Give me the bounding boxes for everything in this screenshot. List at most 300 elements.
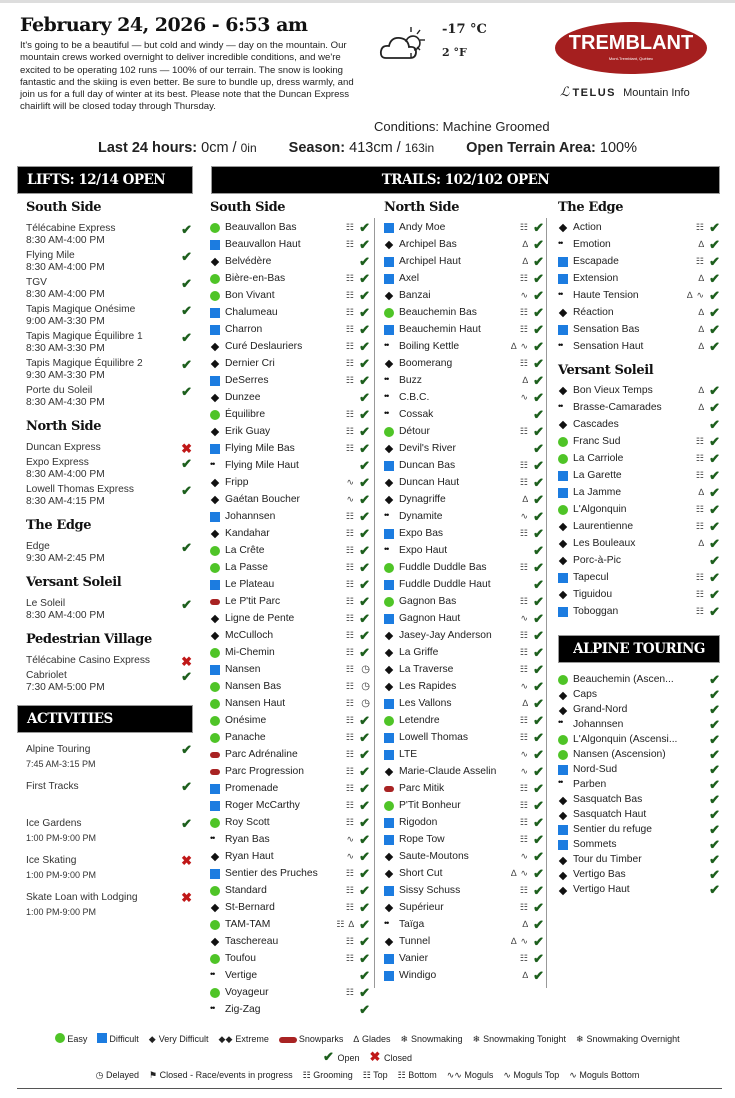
trail-indicators xyxy=(518,372,528,389)
trail-indicators xyxy=(342,627,354,644)
black-diamond-icon xyxy=(211,853,219,861)
trail-indicators xyxy=(518,967,528,984)
trail-row xyxy=(384,525,544,542)
grooming-icon: ☷ xyxy=(345,222,354,232)
trail-indicators xyxy=(692,518,704,535)
grooming-icon: ☷ xyxy=(695,606,704,616)
check-icon: ✔ xyxy=(533,764,544,779)
trail-name: McCulloch xyxy=(225,630,274,641)
difficult-square-icon xyxy=(384,750,394,760)
trail-row xyxy=(210,304,370,321)
difficult-square-icon xyxy=(384,580,394,590)
legend-label: Easy xyxy=(67,1034,88,1044)
check-icon: ✔ xyxy=(533,441,544,456)
double-diamond-icon xyxy=(384,512,394,522)
trail-name: Le P'tit Parc xyxy=(225,596,281,607)
trail-row xyxy=(210,627,370,644)
legend-item xyxy=(149,1030,209,1048)
trail-name: Johannsen xyxy=(225,511,276,522)
trail-name: Sensation Haut xyxy=(573,341,644,352)
difficult-square-icon xyxy=(384,461,394,471)
snowpark-icon xyxy=(210,752,220,758)
check-icon: ✔ xyxy=(533,458,544,473)
activity-name: Ice Skating xyxy=(26,855,77,866)
legend-item xyxy=(398,1066,437,1084)
trail-row xyxy=(384,321,544,338)
check-icon: ✔ xyxy=(181,597,192,612)
trail-name: Banzai xyxy=(399,290,431,301)
lift-item xyxy=(26,250,192,274)
telus-brand: TELUS xyxy=(572,87,616,99)
last24-label: Last 24 hours: xyxy=(97,140,198,156)
trail-row xyxy=(558,304,720,321)
trail-name: Rope Tow xyxy=(399,834,445,845)
double-diamond-icon xyxy=(558,403,568,413)
trail-section-heading: South Side xyxy=(210,200,286,215)
check-icon: ✔ xyxy=(709,271,720,286)
difficult-square-icon xyxy=(558,573,568,583)
check-icon: ✔ xyxy=(533,883,544,898)
check-icon: ✔ xyxy=(359,237,370,252)
trail-name: Kandahar xyxy=(225,528,270,539)
trail-name: Erik Guay xyxy=(225,426,271,437)
legend-label: Difficult xyxy=(109,1034,139,1044)
x-icon: ✖ xyxy=(181,441,192,456)
double-diamond-icon: ◆◆ xyxy=(218,1034,233,1044)
legend-item xyxy=(303,1066,353,1084)
trail-name: Vertigo Bas xyxy=(573,869,626,880)
trail-row xyxy=(210,270,370,287)
trail-indicators xyxy=(694,338,704,355)
check-icon: ✔ xyxy=(359,611,370,626)
grooming-top-icon: ☷ xyxy=(362,1070,374,1080)
check-icon: ✔ xyxy=(181,357,192,372)
activities-list xyxy=(26,740,192,925)
grooming-icon: ☷ xyxy=(345,613,354,623)
check-icon: ✔ xyxy=(181,779,192,794)
check-icon: ✔ xyxy=(709,732,720,747)
trail-indicators xyxy=(518,236,528,253)
trail-row xyxy=(558,717,720,732)
trail-indicators xyxy=(516,389,528,406)
grooming-icon: ☷ xyxy=(695,470,704,480)
lift-name: Expo Express xyxy=(26,457,89,468)
moguls-icon: ∿ xyxy=(520,936,528,946)
trail-name: Marie-Claude Asselin xyxy=(399,766,497,777)
difficult-square-icon xyxy=(384,257,394,267)
black-diamond-icon xyxy=(211,615,219,623)
difficult-square-icon xyxy=(384,818,394,828)
check-icon: ✔ xyxy=(359,968,370,983)
top-border xyxy=(0,0,735,3)
activity-item xyxy=(26,851,192,882)
check-icon: ✔ xyxy=(322,1049,338,1064)
easy-circle-icon xyxy=(210,563,220,573)
difficult-square-icon xyxy=(210,580,220,590)
difficult-square-icon xyxy=(384,835,394,845)
trail-row xyxy=(384,848,544,865)
black-diamond-icon xyxy=(385,632,393,640)
trail-row xyxy=(558,416,720,433)
difficult-square-icon xyxy=(384,954,394,964)
trail-row xyxy=(558,822,720,837)
check-icon: ✔ xyxy=(709,587,720,602)
check-icon: ✔ xyxy=(359,424,370,439)
black-diamond-icon xyxy=(559,309,567,317)
grooming-icon: ☷ xyxy=(345,324,354,334)
trail-indicators xyxy=(342,474,354,491)
lift-name: Flying Mile xyxy=(26,250,75,261)
black-diamond-icon: ◆ xyxy=(148,1034,156,1044)
legend-item xyxy=(503,1066,559,1084)
grooming-icon: ☷ xyxy=(345,579,354,589)
trail-row xyxy=(210,916,370,933)
easy-circle-icon xyxy=(210,988,220,998)
clock-icon: ◷ xyxy=(361,698,370,709)
lift-hours: 8:30 AM-4:00 PM xyxy=(26,262,105,273)
trail-indicators xyxy=(342,372,354,389)
check-icon: ✔ xyxy=(181,540,192,555)
black-diamond-icon xyxy=(211,479,219,487)
easy-circle-icon xyxy=(558,437,568,447)
difficult-square-icon xyxy=(558,825,568,835)
grooming-icon: ☷ xyxy=(519,647,528,657)
trail-row xyxy=(210,763,370,780)
activity-name: Skate Loan with Lodging xyxy=(26,892,138,903)
trail-name: Supérieur xyxy=(399,902,444,913)
double-diamond-icon xyxy=(558,720,568,730)
lift-section-heading: Versant Soleil xyxy=(26,575,122,590)
check-icon: ✔ xyxy=(533,917,544,932)
legend xyxy=(0,1030,735,1084)
lift-name: Porte du Soleil xyxy=(26,385,93,396)
grooming-icon: ☷ xyxy=(345,987,354,997)
moguls-icon: ∿ xyxy=(520,290,528,300)
check-icon: ✔ xyxy=(709,434,720,449)
check-icon: ✔ xyxy=(533,781,544,796)
grooming-icon: ☷ xyxy=(345,647,354,657)
telus-label: Mountain Info xyxy=(623,87,690,99)
trail-row xyxy=(384,865,544,882)
trail-row xyxy=(384,270,544,287)
trail-row xyxy=(210,831,370,848)
lift-item xyxy=(26,457,192,481)
trail-name: Taschereau xyxy=(225,936,279,947)
grooming-icon: ☷ xyxy=(345,698,354,708)
snowmaking-tonight-icon: ❄ xyxy=(472,1034,481,1044)
trail-row xyxy=(384,236,544,253)
lift-item xyxy=(26,385,192,409)
column-divider xyxy=(546,218,547,988)
trail-indicators xyxy=(342,542,354,559)
trail-row xyxy=(210,321,370,338)
trail-row xyxy=(558,467,720,484)
check-icon: ✔ xyxy=(709,519,720,534)
trail-indicators xyxy=(694,270,704,287)
lift-item xyxy=(26,655,192,667)
check-icon: ✔ xyxy=(359,866,370,881)
lift-item xyxy=(26,223,192,247)
black-diamond-icon xyxy=(559,857,567,865)
trail-name: Réaction xyxy=(573,307,614,318)
moguls-icon: ∿ xyxy=(520,613,528,623)
trail-name: Letendre xyxy=(399,715,440,726)
lift-name: Télécabine Casino Express xyxy=(26,655,151,666)
double-diamond-icon xyxy=(210,971,220,981)
difficult-square-icon xyxy=(558,274,568,284)
legend-status-row xyxy=(0,1048,735,1066)
legend-item xyxy=(219,1030,269,1048)
easy-circle-icon xyxy=(210,699,220,709)
trail-name: Beauvallon Bas xyxy=(225,222,297,233)
snow-stats: Last 24 hours: 0cm / 0in Season: 413cm / 163in Open Terrain Area: 100% xyxy=(97,140,638,156)
trail-name: Boomerang xyxy=(399,358,453,369)
glades-icon: ∆ xyxy=(698,385,704,395)
check-icon: ✔ xyxy=(359,730,370,745)
easy-circle-icon xyxy=(55,1033,65,1043)
check-icon: ✔ xyxy=(533,339,544,354)
double-diamond-icon xyxy=(558,780,568,790)
difficult-square-icon xyxy=(384,223,394,233)
glades-icon: ∆ xyxy=(522,970,528,980)
grooming-icon: ☷ xyxy=(345,630,354,640)
trail-row xyxy=(210,253,370,270)
check-icon: ✔ xyxy=(359,713,370,728)
trail-section-heading: The Edge xyxy=(558,200,624,215)
check-icon: ✔ xyxy=(359,832,370,847)
trail-indicators xyxy=(342,695,354,712)
moguls-bottom-icon: ∿ xyxy=(569,1070,580,1080)
trail-indicators xyxy=(342,236,354,253)
check-icon: ✔ xyxy=(709,687,720,702)
check-icon: ✔ xyxy=(359,883,370,898)
trail-indicators xyxy=(692,501,704,518)
double-diamond-icon xyxy=(210,461,220,471)
x-icon: ✖ xyxy=(181,890,192,905)
check-icon: ✔ xyxy=(359,798,370,813)
grooming-icon: ☷ xyxy=(519,596,528,606)
trail-row xyxy=(558,867,720,882)
black-diamond-icon xyxy=(559,557,567,565)
trail-row xyxy=(384,678,544,695)
activity-item xyxy=(26,814,192,845)
x-icon: ✖ xyxy=(369,1049,385,1064)
double-diamond-icon xyxy=(384,376,394,386)
difficult-square-icon xyxy=(210,665,220,675)
check-icon: ✔ xyxy=(709,852,720,867)
easy-circle-icon xyxy=(210,886,220,896)
trail-indicators xyxy=(342,440,354,457)
black-diamond-icon xyxy=(211,343,219,351)
lift-hours: 8:30 AM-4:00 PM xyxy=(26,610,105,621)
trail-name: Expo Bas xyxy=(399,528,444,539)
trail-row xyxy=(210,661,370,678)
grooming-icon: ☷ xyxy=(519,324,528,334)
grooming-bottom-icon: ☷ xyxy=(397,1070,409,1080)
check-icon: ✔ xyxy=(533,305,544,320)
easy-circle-icon xyxy=(210,920,220,930)
check-icon: ✔ xyxy=(533,373,544,388)
footer-divider xyxy=(17,1088,722,1089)
black-diamond-icon xyxy=(559,872,567,880)
trail-indicators xyxy=(342,882,354,899)
lift-item xyxy=(26,277,192,301)
trail-row xyxy=(558,702,720,717)
trail-row xyxy=(558,270,720,287)
check-icon: ✔ xyxy=(533,356,544,371)
trail-name: La Traverse xyxy=(399,664,454,675)
check-icon: ✔ xyxy=(709,400,720,415)
black-diamond-icon xyxy=(211,428,219,436)
trail-indicators xyxy=(342,610,354,627)
trail-indicators xyxy=(342,950,354,967)
lift-name: Duncan Express xyxy=(26,442,101,453)
check-icon: ✔ xyxy=(181,456,192,471)
trail-row xyxy=(210,610,370,627)
difficult-square-icon xyxy=(558,488,568,498)
lifts-banner: LIFTS: 12/14 OPEN xyxy=(17,166,193,194)
legend-label: Delayed xyxy=(105,1070,140,1080)
trail-section-heading: Versant Soleil xyxy=(558,363,654,378)
trail-indicators xyxy=(516,814,528,831)
grooming-bottom-icon: ☷ xyxy=(695,589,704,599)
easy-circle-icon xyxy=(210,682,220,692)
trail-name: Mi-Chemin xyxy=(225,647,275,658)
trail-indicators xyxy=(516,423,528,440)
check-icon: ✔ xyxy=(533,798,544,813)
trail-row xyxy=(384,780,544,797)
check-icon: ✔ xyxy=(359,458,370,473)
clock-icon: ◷ xyxy=(95,1070,106,1080)
lift-name: Edge xyxy=(26,541,50,552)
black-diamond-icon xyxy=(211,938,219,946)
trail-indicators xyxy=(342,644,354,661)
trail-row xyxy=(384,933,544,950)
trail-indicators xyxy=(694,236,704,253)
trail-indicators xyxy=(516,746,528,763)
trail-row xyxy=(384,389,544,406)
lift-item xyxy=(26,541,192,565)
trail-name: La Garette xyxy=(573,470,622,481)
trails-column-north xyxy=(384,200,544,984)
grooming-icon: ☷ xyxy=(345,290,354,300)
trail-name: LTE xyxy=(399,749,418,760)
trail-row xyxy=(210,678,370,695)
black-diamond-icon xyxy=(559,707,567,715)
trail-name: La Carriole xyxy=(573,453,624,464)
check-icon: ✔ xyxy=(709,502,720,517)
grooming-icon: ☷ xyxy=(345,664,354,674)
trail-indicators xyxy=(342,508,354,525)
trail-name: Brasse-Camarades xyxy=(573,402,662,413)
intro-text: It's going to be a beautiful — but cold and windy — day on the mountain. Our mountain crews worked overnight to deliver incredible conditions, and we're excited to be operating 102 runs — 100% of our terrain. The snow is looking fantastic and the skiing is even better. Be sure to bundle up, dress warmly, and join us for a full day of winter at its best. Please note that the Duncan Express chairlift will be closed today through Thursday. xyxy=(20,40,354,113)
trail-name: Dunzee xyxy=(225,392,261,403)
check-icon: ✔ xyxy=(359,628,370,643)
check-icon: ✔ xyxy=(359,1002,370,1017)
activity-item xyxy=(26,740,192,771)
trail-indicators xyxy=(516,525,528,542)
trail-name: Sasquatch Haut xyxy=(573,809,647,820)
check-icon: ✔ xyxy=(533,662,544,677)
check-icon: ✔ xyxy=(359,441,370,456)
moguls-icon: ∿ xyxy=(520,511,528,521)
check-icon: ✔ xyxy=(533,475,544,490)
double-diamond-icon xyxy=(210,835,220,845)
legend-label: Moguls Top xyxy=(513,1070,560,1080)
trail-row xyxy=(210,848,370,865)
trail-row xyxy=(384,610,544,627)
difficult-square-icon xyxy=(384,529,394,539)
trail-row xyxy=(384,423,544,440)
trail-row xyxy=(210,372,370,389)
trail-indicators xyxy=(516,287,528,304)
trail-indicators xyxy=(516,508,528,525)
moguls-icon: ∿ xyxy=(520,749,528,759)
legend-label: Closed xyxy=(384,1053,413,1063)
trail-row xyxy=(558,236,720,253)
check-icon: ✔ xyxy=(709,305,720,320)
trail-row xyxy=(558,687,720,702)
glades-icon: ∆ xyxy=(510,868,517,878)
trail-row xyxy=(210,933,370,950)
trail-name: Porc-à-Pic xyxy=(573,555,622,566)
lift-hours: 8:30 AM-4:00 PM xyxy=(26,469,105,480)
check-icon: ✔ xyxy=(359,917,370,932)
trail-indicators xyxy=(692,450,704,467)
check-icon: ✔ xyxy=(359,526,370,541)
trail-name: Nansen xyxy=(225,664,261,675)
glades-icon: ∆ xyxy=(698,402,704,412)
check-icon: ✔ xyxy=(359,985,370,1000)
trail-indicators xyxy=(516,593,528,610)
trail-indicators xyxy=(683,287,704,304)
trail-row xyxy=(210,780,370,797)
trail-name: Lowell Thomas xyxy=(399,732,469,743)
trail-row xyxy=(210,491,370,508)
activity-name: First Tracks xyxy=(26,781,79,792)
check-icon: ✔ xyxy=(709,485,720,500)
easy-circle-icon xyxy=(384,597,394,607)
trail-indicators xyxy=(516,474,528,491)
trail-row xyxy=(384,457,544,474)
trail-name: Détour xyxy=(399,426,430,437)
difficult-square-icon xyxy=(97,1033,107,1043)
glades-icon: ∆ xyxy=(698,307,704,317)
trail-indicators xyxy=(692,433,704,450)
trail-indicators xyxy=(342,797,354,814)
trail-name: Les Bouleaux xyxy=(573,538,636,549)
legend-label: Snowmaking Tonight xyxy=(483,1034,566,1044)
check-icon: ✔ xyxy=(359,594,370,609)
trail-indicators xyxy=(516,559,528,576)
black-diamond-icon xyxy=(385,853,393,861)
legend-difficulty-row xyxy=(0,1030,735,1048)
trail-row xyxy=(384,372,544,389)
trail-name: Archipel Bas xyxy=(399,239,457,250)
difficult-square-icon xyxy=(210,376,220,386)
trail-indicators xyxy=(516,644,528,661)
check-icon: ✔ xyxy=(533,679,544,694)
grooming-icon: ☷ xyxy=(345,817,354,827)
easy-circle-icon xyxy=(384,308,394,318)
easy-circle-icon xyxy=(558,505,568,515)
trail-row xyxy=(558,484,720,501)
trail-name: Charron xyxy=(225,324,263,335)
difficult-square-icon xyxy=(210,869,220,879)
grooming-icon: ☷ xyxy=(345,766,354,776)
glades-icon: ∆ xyxy=(522,494,528,504)
trail-row xyxy=(210,899,370,916)
